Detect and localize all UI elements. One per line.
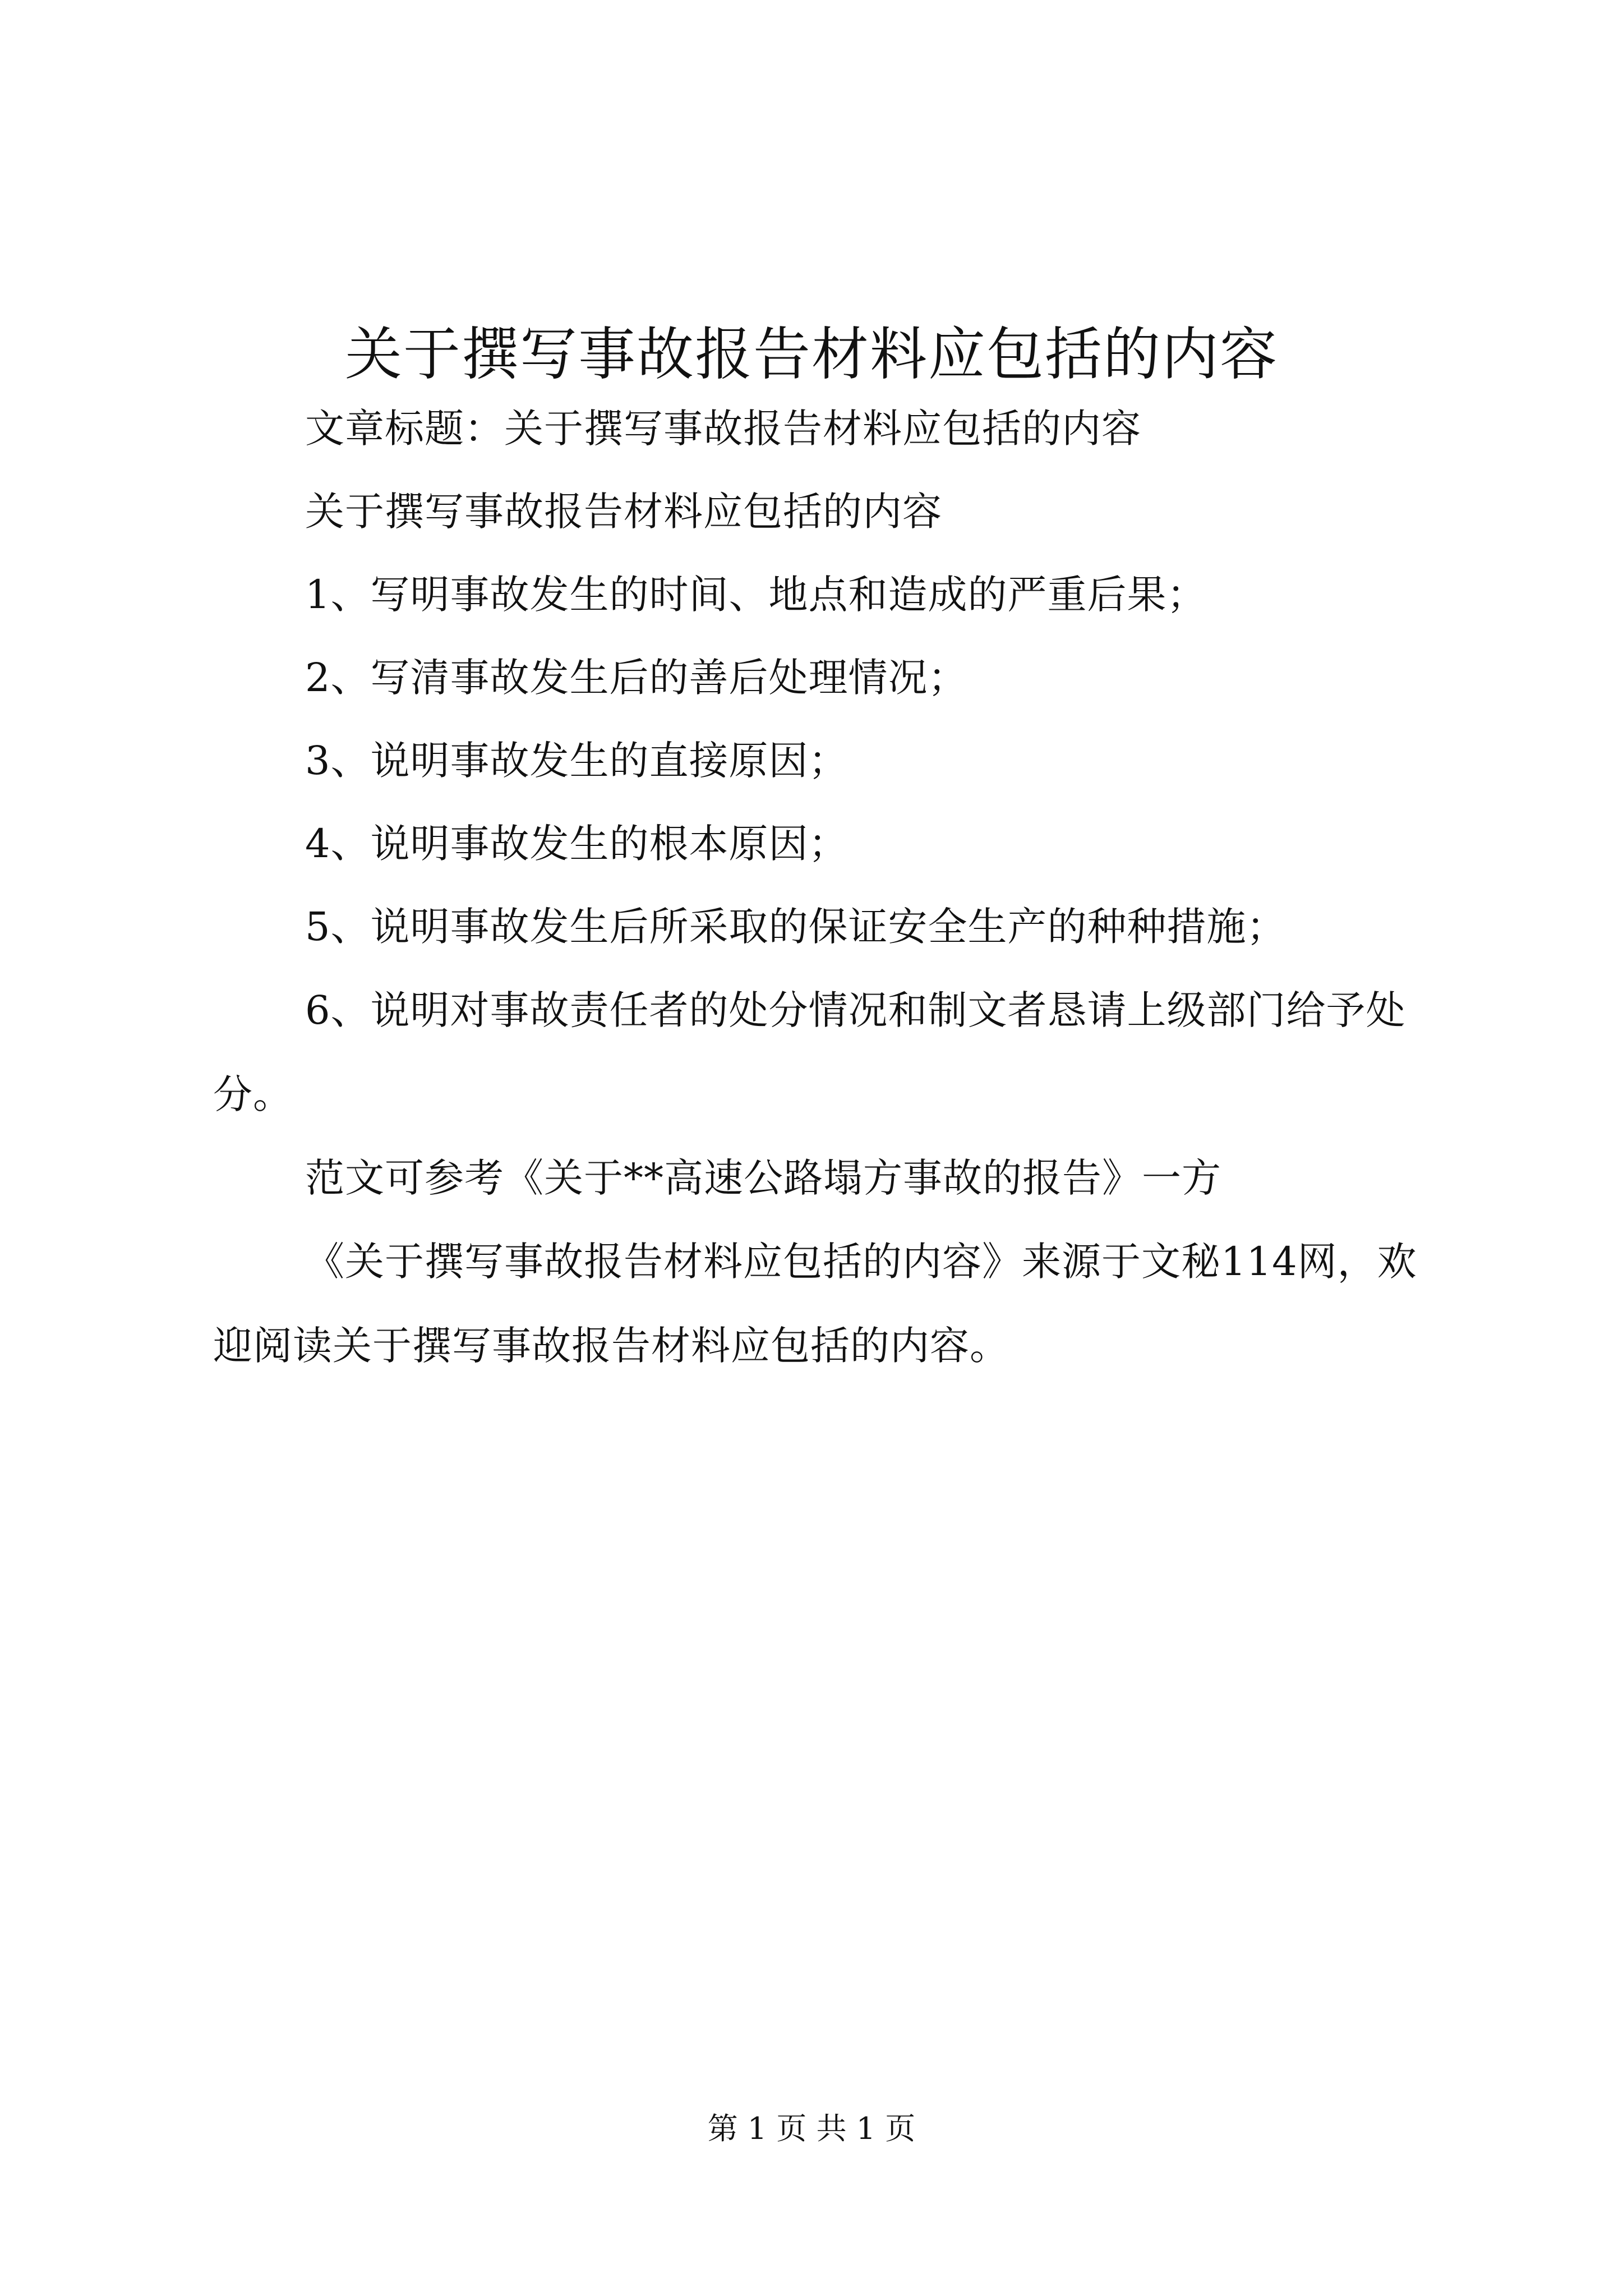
paragraph-reference: 范文可参考《关于**高速公路塌方事故的报告》一方 bbox=[305, 1155, 1221, 1201]
document-body bbox=[213, 387, 1424, 1388]
paragraph-item-5: 5、说明事故发生后所采取的保证安全生产的种种措施； bbox=[305, 904, 1287, 950]
paragraph-source-note: 《关于撰写事故报告材料应包括的内容》来源于文秘114网，欢迎阅读关于撰写事故报告材料应包括的内容。 bbox=[213, 1239, 1417, 1369]
paragraph-item-4: 4、说明事故发生的根本原因； bbox=[305, 821, 849, 867]
paragraph-item-3: 3、说明事故发生的直接原因； bbox=[305, 738, 849, 784]
paragraph-item-1: 1、写明事故发生的时间、地点和造成的严重后果； bbox=[305, 572, 1207, 618]
paragraph-item-6: 6、说明对事故责任者的处分情况和制文者恳请上级部门给予处分。 bbox=[213, 987, 1406, 1117]
paragraph-article-title: 文章标题：关于撰写事故报告材料应包括的内容 bbox=[305, 406, 1141, 452]
paragraph-item-2: 2、写清事故发生后的善后处理情况； bbox=[305, 655, 968, 701]
page-number-footer: 第 1 页 共 1 页 bbox=[707, 2111, 916, 2146]
document-title: 关于撰写事故报告材料应包括的内容 bbox=[345, 321, 1278, 389]
paragraph-subtitle: 关于撰写事故报告材料应包括的内容 bbox=[305, 489, 942, 535]
